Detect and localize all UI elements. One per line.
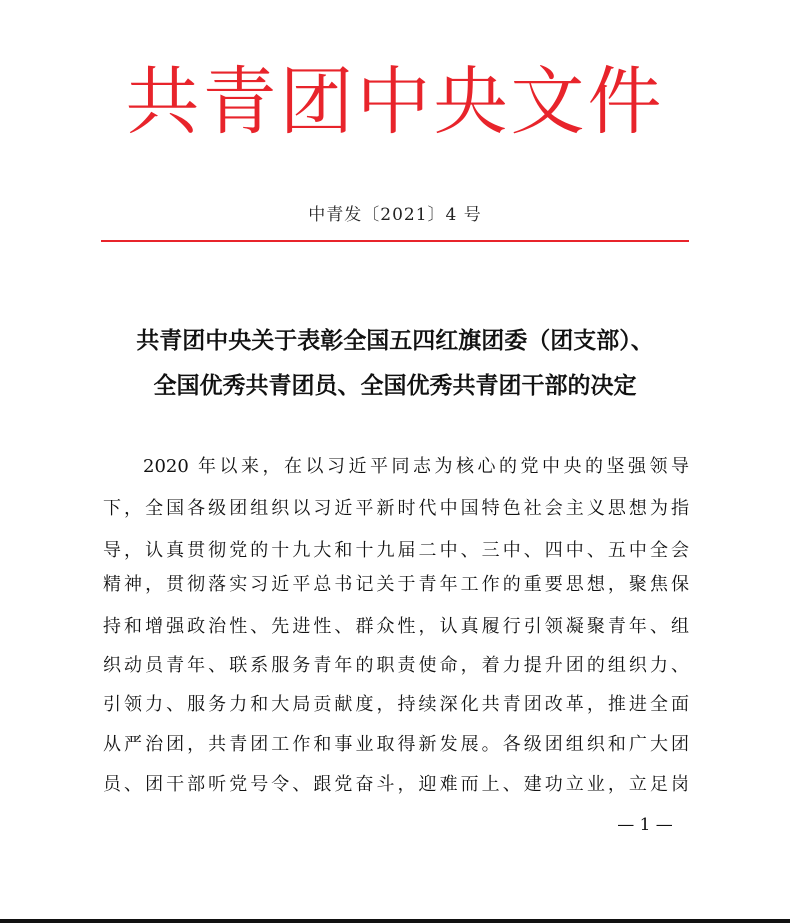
body-text-line: 导，认真贯彻党的十九大和十九届二中、三中、四中、五中全会 — [103, 540, 689, 561]
body-text-line: 下，全国各级团组织以习近平新时代中国特色社会主义思想为指 — [103, 498, 689, 519]
red-divider-rule — [101, 240, 689, 242]
page-number: — 1 — — [617, 815, 673, 835]
body-text-line: 引领力、服务力和大局贡献度，持续深化共青团改革，推进全面 — [103, 694, 689, 715]
document-number: 中青发〔2021〕4 号 — [308, 205, 482, 225]
body-text-line: 从严治团，共青团工作和事业取得新发展。各级团组织和广大团 — [103, 734, 689, 755]
body-text-line: 2020 年以来，在以习近平同志为核心的党中央的坚强领导 — [143, 456, 689, 477]
body-text-line: 持和增强政治性、先进性、群众性，认真履行引领凝聚青年、组 — [103, 616, 689, 637]
page-bottom-edge — [0, 919, 790, 923]
body-text-line: 织动员青年、联系服务青年的职责使命，着力提升团的组织力、 — [103, 655, 689, 676]
body-text-line: 员、团干部听党号令、跟党奋斗，迎难而上、建功立业，立足岗 — [103, 774, 689, 795]
body-text-line: 精神，贯彻落实习近平总书记关于青年工作的重要思想，聚焦保 — [103, 574, 689, 595]
masthead-title: 共青团中央文件 — [125, 59, 665, 145]
document-title-line-2: 全国优秀共青团员、全国优秀共青团干部的决定 — [153, 373, 637, 399]
document-title-line-1: 共青团中央关于表彰全国五四红旗团委（团支部）、 — [136, 328, 654, 354]
